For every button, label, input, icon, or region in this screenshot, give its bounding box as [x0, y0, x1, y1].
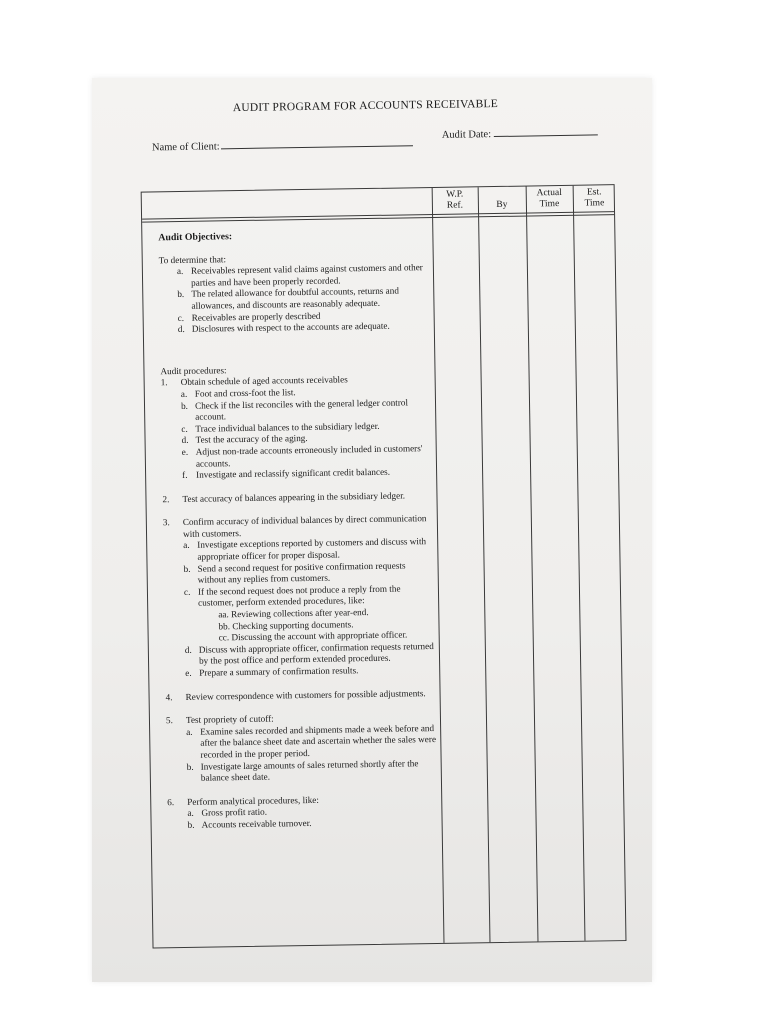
list-item: b. Investigate large amounts of sales returned shortly after the balance sheet date. — [186, 757, 419, 783]
list-item: b. The related allowance for doubtful accounts, returns and allowances, and discounts are reasonably adequate. — [177, 285, 399, 311]
list-item: bb. Checking supporting documents. — [218, 618, 354, 632]
audit-date-blank — [494, 124, 598, 137]
col-header-actual-time: Actual Time — [536, 187, 562, 210]
list-item: b. Send a second request for positive confirmation requests without any replies from customers. — [183, 560, 406, 585]
procedure-step: 5. Test propriety of cutoff: — [165, 713, 274, 726]
audit-date-field — [442, 124, 598, 140]
list-item: d. Disclosures with respect to the accounts are adequate. — [177, 320, 390, 335]
document-title: AUDIT PROGRAM FOR ACCOUNTS RECEIVABLE — [232, 97, 498, 115]
col-divider — [526, 187, 539, 942]
list-item: d. Test the accuracy of the aging. — [181, 433, 308, 446]
list-item: b. Check if the list reconciles with the general ledger control account. — [180, 396, 409, 422]
list-item: a. Investigate exceptions reported by customers and discuss with appropriate officer for proper disposal. — [183, 536, 427, 562]
objectives-intro: To determine that: — [158, 253, 227, 265]
list-item: c. If the second request does not produce a reply from the customer, perform extended procedures, like: — [183, 583, 401, 609]
col-header-est-time: Est. Time — [584, 187, 605, 209]
list-item: a. Receivables represent valid claims against customers and other parties and have been properly recorded. — [176, 262, 423, 288]
list-item: e. Adjust non-trade accounts erroneously included in customers' accounts. — [181, 443, 423, 469]
document-content — [85, 74, 659, 987]
list-item: e. Prepare a summary of confirmation results. — [185, 665, 359, 678]
list-item: cc. Discussing the account with appropriate officer. — [218, 629, 408, 643]
list-item: d. Discuss with appropriate officer, confirmation requests returned by the post office and perform extended procedures. — [184, 640, 434, 667]
client-label: Name of Client: — [151, 141, 220, 154]
col-header-by: By — [496, 199, 508, 211]
list-item: a. Examine sales recorded and shipments made a week before and after the balance sheet date and ascertain whether the sales were recorded in the proper period. — [186, 722, 437, 760]
list-item: a. Foot and cross-foot the list. — [180, 387, 296, 399]
procedure-step: 3. Confirm accuracy of individual balances by direct communication with customers. — [162, 513, 427, 539]
procedures-heading: Audit procedures: — [160, 365, 227, 377]
list-item: b. Accounts receivable turnover. — [187, 817, 312, 830]
client-name-blank — [220, 135, 412, 149]
audit-program-table — [141, 184, 627, 948]
list-item: c. Receivables are properly described — [177, 310, 321, 323]
col-divider — [573, 186, 586, 941]
program-body — [158, 228, 437, 832]
audit-date-label: Audit Date: — [441, 129, 492, 141]
procedure-step: 6. Perform analytical procedures, like: — [167, 794, 319, 807]
procedure-step: 1. Obtain schedule of aged accounts receivables — [160, 374, 348, 388]
objectives-heading: Audit Objectives: — [158, 231, 233, 244]
procedure-step: 4. Review correspondence with customers for possible adjustments. — [165, 687, 426, 702]
col-divider — [478, 187, 491, 942]
document-page — [92, 78, 652, 982]
list-item: a. Gross profit ratio. — [187, 807, 268, 819]
list-item: c. Trace individual balances to the subsidiary ledger. — [181, 420, 380, 434]
list-item: f. Investigate and reclassify significant credit balances. — [182, 466, 391, 481]
procedure-step: 2. Test accuracy of balances appearing in the subsidiary ledger. — [162, 490, 406, 504]
list-item: aa. Reviewing collections after year-end. — [218, 607, 369, 620]
col-header-wp-ref: W.P. Ref. — [446, 189, 464, 211]
client-name-field — [152, 135, 413, 153]
